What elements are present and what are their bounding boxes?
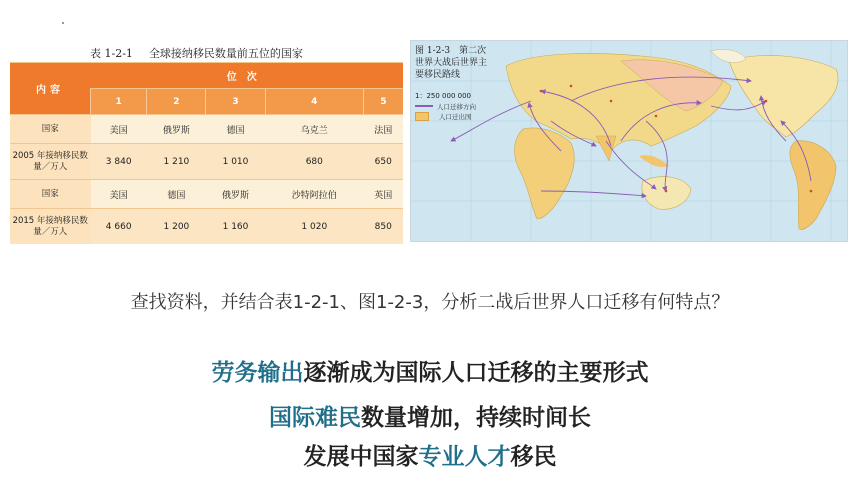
conclusion-highlight: 专业人才: [418, 444, 511, 470]
table-row: [10, 144, 403, 180]
table-cell: 俄罗斯: [147, 115, 206, 144]
table-cell: 美国: [91, 115, 147, 144]
table-figure: [10, 40, 403, 242]
stray-dot: [62, 22, 64, 24]
map-scale: 1：250 000 000: [415, 92, 471, 100]
conclusion-highlight: 国际难民: [269, 405, 361, 431]
question-text: 查找资料，并结合表1-2-1、图1-2-3，分析二战后世界人口迁移有何特点？: [130, 292, 730, 313]
rank-header: 3: [206, 89, 265, 115]
table-caption: [90, 45, 303, 61]
table-cell: 俄罗斯: [206, 180, 265, 209]
table-cell: 乌克兰: [265, 115, 363, 144]
legend-label: 人口迁移方向: [437, 102, 476, 111]
table-cell: 德国: [147, 180, 206, 209]
rank-header: 4: [265, 89, 363, 115]
table-cell: 650: [364, 144, 403, 180]
map-caption-line: 要移民路线: [415, 70, 461, 80]
arrow-icon: [415, 105, 433, 107]
row-label: 国家: [10, 115, 91, 144]
table-row: [10, 209, 403, 245]
map-legend: [415, 101, 476, 121]
table-caption-number: 表 1-2-1: [90, 47, 133, 60]
header-rank: 位次: [91, 63, 404, 89]
conclusion-text: 移民: [510, 444, 557, 470]
legend-label: 人口迁出国: [439, 112, 472, 121]
table-cell: 沙特阿拉伯: [265, 180, 363, 209]
table-cell: 1 200: [147, 209, 206, 245]
table-cell: 1 210: [147, 144, 206, 180]
area-swatch-icon: [415, 112, 429, 121]
row-label: 国家: [10, 180, 91, 209]
conclusion-text: 发展中国家: [303, 444, 419, 470]
map-caption-line: 世界大战后世界主: [415, 58, 488, 68]
table-cell: 英国: [364, 180, 403, 209]
table-cell: 德国: [206, 115, 265, 144]
map-caption-line: 图 1-2-3 第二次: [415, 46, 487, 56]
conclusion-1: [0, 354, 860, 387]
table-cell: 美国: [91, 180, 147, 209]
table-cell: 法国: [364, 115, 403, 144]
table-caption-text: 全球接纳移民数量前五位的国家: [148, 47, 303, 60]
map-caption: [415, 45, 487, 81]
header-content: 内容: [10, 63, 91, 115]
migration-map: [410, 40, 848, 242]
row-label: 2015 年接纳移民数量／万人: [10, 209, 91, 245]
row-label: 2005 年接纳移民数量／万人: [10, 144, 91, 180]
conclusion-3: [0, 438, 860, 471]
table-row: [10, 115, 403, 144]
table-cell: 1 160: [206, 209, 265, 245]
table-cell: 1 010: [206, 144, 265, 180]
legend-item-arrow: [415, 101, 476, 111]
table-cell: 3 840: [91, 144, 147, 180]
rank-header: 1: [91, 89, 147, 115]
legend-item-area: [415, 111, 476, 121]
conclusion-highlight: 劳务输出: [211, 360, 304, 386]
table-cell: 1 020: [265, 209, 363, 245]
table-cell: 850: [364, 209, 403, 245]
table-cell: 680: [265, 144, 363, 180]
rank-header: 2: [147, 89, 206, 115]
rank-header: 5: [364, 89, 403, 115]
conclusion-text: 逐渐成为国际人口迁移的主要形式: [303, 360, 649, 386]
immigration-table: [10, 62, 403, 244]
conclusion-text: 数量增加，持续时间长: [361, 405, 591, 431]
table-row: [10, 180, 403, 209]
conclusion-2: [0, 399, 860, 432]
table-cell: 4 660: [91, 209, 147, 245]
